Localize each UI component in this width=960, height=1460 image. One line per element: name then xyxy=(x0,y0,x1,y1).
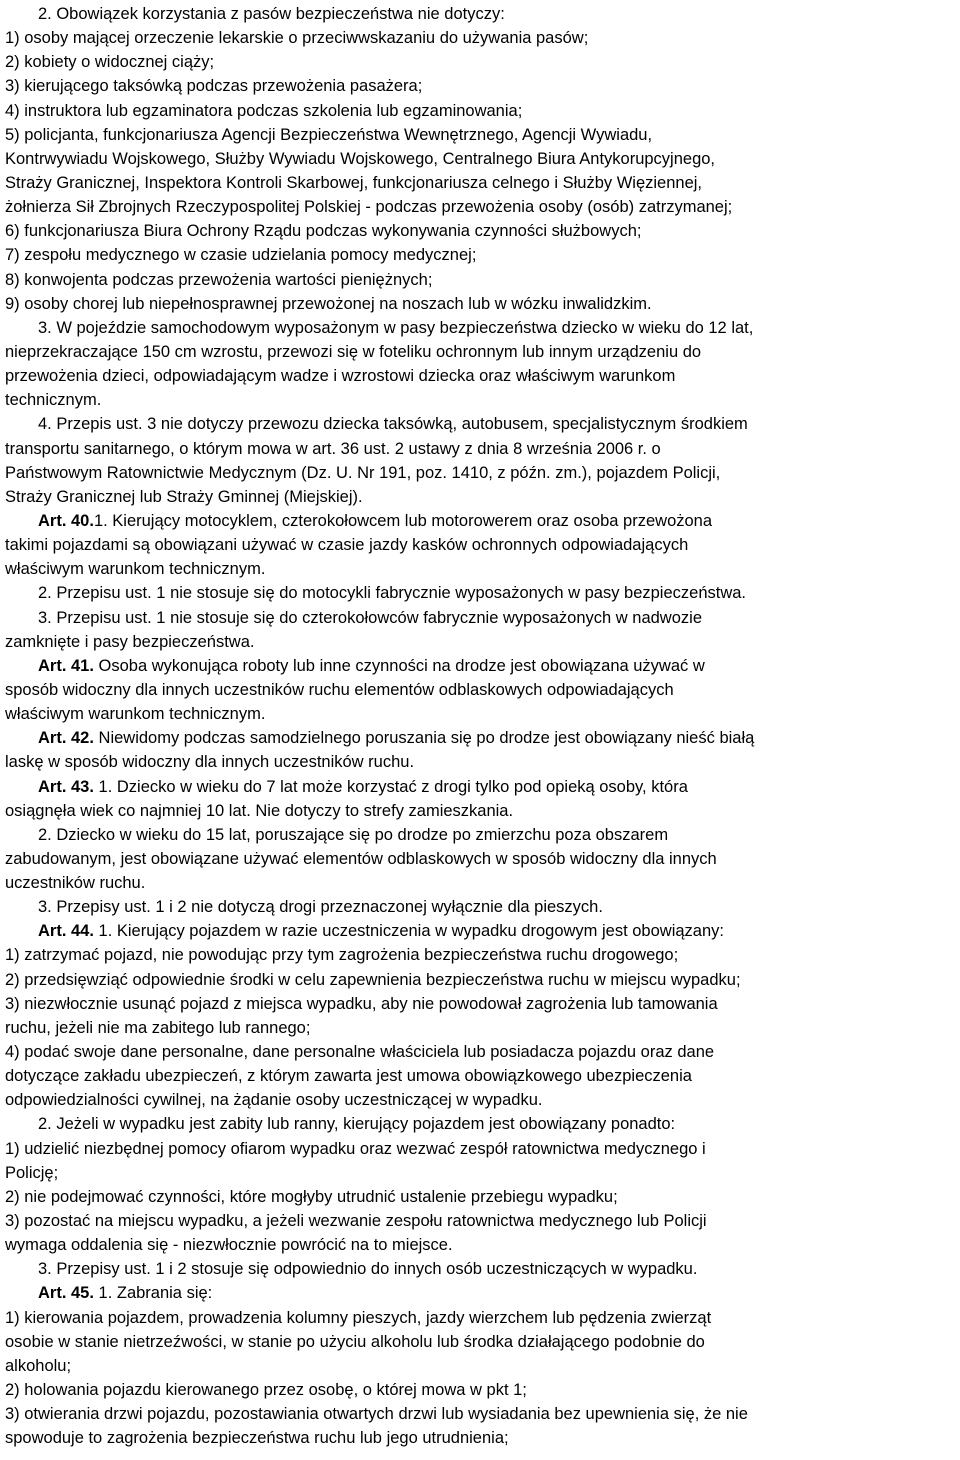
text-line xyxy=(5,823,958,847)
line-text: 2) holowania pojazdu kierowanego przez osobę, o której mowa w pkt 1; xyxy=(5,1381,527,1400)
article-heading: Art. 40. xyxy=(38,511,94,530)
line-text: przewożenia dzieci, odpowiadającym wadze i wzrostowi dziecka oraz właściwym warunkom xyxy=(5,367,676,386)
text-line xyxy=(5,1354,958,1378)
text-line xyxy=(5,2,958,26)
text-line xyxy=(5,943,958,967)
text-line xyxy=(5,219,958,243)
line-text: 2) nie podejmować czynności, które mogłyby utrudnić ustalenie przebiegu wypadku; xyxy=(5,1187,618,1206)
line-text: technicznym. xyxy=(5,391,102,410)
line-text: 2. Jeżeli w wypadku jest zabity lub ranny, kierujący pojazdem jest obowiązany ponadto: xyxy=(38,1115,676,1134)
line-text: 3) niezwłocznie usunąć pojazd z miejsca wypadku, aby nie powodował zagrożenia lub tamowania xyxy=(5,994,718,1013)
line-text: 1. Kierujący motocyklem, czterokołowcem lub motorowerem oraz osoba przewożona xyxy=(93,511,713,530)
text-line xyxy=(5,461,958,485)
line-text: transportu sanitarnego, o którym mowa w art. 36 ust. 2 ustawy z dnia 8 września 2006 r. o xyxy=(5,439,661,458)
line-text: nieprzekraczające 150 cm wzrostu, przewozi się w foteliku ochronnym lub innym urządzeniu do xyxy=(5,342,702,361)
text-line xyxy=(5,485,958,509)
text-line xyxy=(5,195,958,219)
line-text: żołnierza Sił Zbrojnych Rzeczypospolitej Polskiej - podczas przewożenia osoby (osób) zatrzymanej; xyxy=(5,198,733,217)
text-line xyxy=(5,388,958,412)
line-text: 2) kobiety o widocznej ciąży; xyxy=(5,53,215,72)
line-text: 1. Zabrania się: xyxy=(93,1284,213,1303)
line-text: 3. Przepisy ust. 1 i 2 stosuje się odpowiednio do innych osób uczestniczących w wypadku. xyxy=(38,1260,698,1279)
text-line xyxy=(5,799,958,823)
line-text: 2) przedsięwziąć odpowiednie środki w celu zapewnienia bezpieczeństwa ruchu w miejscu wypadku; xyxy=(5,970,741,989)
text-line xyxy=(5,775,958,799)
line-text: 2. Obowiązek korzystania z pasów bezpieczeństwa nie dotyczy: xyxy=(38,5,505,23)
text-line xyxy=(5,99,958,123)
text-line xyxy=(5,1330,958,1354)
line-text: 1) udzielić niezbędnej pomocy ofiarom wypadku oraz wezwać zespół ratownictwa medycznego i xyxy=(5,1139,706,1158)
text-line xyxy=(5,750,958,774)
line-text: Osoba wykonująca roboty lub inne czynności na drodze jest obowiązana używać w xyxy=(93,656,705,675)
line-text: Straży Granicznej, Inspektora Kontroli Skarbowej, funkcjonariusza celnego i Służby Więziennej, xyxy=(5,173,703,192)
text-line xyxy=(5,726,958,750)
text-line xyxy=(5,364,958,388)
text-line xyxy=(5,557,958,581)
text-line xyxy=(5,1426,958,1450)
line-text: 2. Przepisu ust. 1 nie stosuje się do motocykli fabrycznie wyposażonych w pasy bezpieczeństwa. xyxy=(38,584,747,603)
line-text: 3) pozostać na miejscu wypadku, a jeżeli wezwanie zespołu ratownictwa medycznego lub Policji xyxy=(5,1212,707,1231)
text-line xyxy=(5,702,958,726)
line-text: Kontrwywiadu Wojskowego, Służby Wywiadu Wojskowego, Centralnego Biura Antykorupcyjnego, xyxy=(5,149,716,168)
line-text: 8) konwojenta podczas przewożenia wartości pieniężnych; xyxy=(5,270,433,289)
line-text: 1) kierowania pojazdem, prowadzenia kolumny pieszych, jazdy wierzchem lub pędzenia zwierząt xyxy=(5,1308,712,1327)
text-line xyxy=(5,1161,958,1185)
line-text: zabudowanym, jest obowiązane używać elementów odblaskowych w sposób widoczny dla innych xyxy=(5,849,717,868)
text-line xyxy=(5,1402,958,1426)
text-line xyxy=(5,243,958,267)
line-text: osobie w stanie nietrzeźwości, w stanie po użyciu alkoholu lub środka działającego podobnie do xyxy=(5,1332,705,1351)
text-line xyxy=(5,630,958,654)
text-line xyxy=(5,437,958,461)
line-text: 1) osoby mającej orzeczenie lekarskie o przeciwwskazaniu do używania pasów; xyxy=(5,29,589,48)
line-text: 3. Przepisu ust. 1 nie stosuje się do czterokołowców fabrycznie wyposażonych w nadwozie xyxy=(38,608,702,627)
text-line xyxy=(5,1088,958,1112)
line-text: 1) zatrzymać pojazd, nie powodując przy tym zagrożenia bezpieczeństwa ruchu drogowego; xyxy=(5,946,679,965)
line-text: odpowiedzialności cywilnej, na żądanie osoby uczestniczącej w wypadku. xyxy=(5,1091,543,1110)
line-text: wymaga oddalenia się - niezwłocznie powrócić na to miejsce. xyxy=(5,1236,453,1255)
text-line xyxy=(5,654,958,678)
text-line xyxy=(5,412,958,436)
text-line xyxy=(5,847,958,871)
text-line xyxy=(5,1016,958,1040)
text-line xyxy=(5,895,958,919)
text-line xyxy=(5,316,958,340)
line-text: 9) osoby chorej lub niepełnosprawnej przewożonej na noszach lub w wózku inwalidzkim. xyxy=(5,294,652,313)
article-heading: Art. 42. xyxy=(38,729,94,748)
text-line xyxy=(5,606,958,630)
text-line xyxy=(5,1137,958,1161)
text-line xyxy=(5,533,958,557)
line-text: spowoduje to zagrożenia bezpieczeństwa ruchu lub jego utrudnienia; xyxy=(5,1429,509,1448)
line-text: 3. Przepisy ust. 1 i 2 nie dotyczą drogi przeznaczonej wyłącznie dla pieszych. xyxy=(38,898,603,917)
text-line xyxy=(5,1112,958,1136)
line-text: sposób widoczny dla innych uczestników ruchu elementów odblaskowych odpowiadających xyxy=(5,680,674,699)
text-line xyxy=(5,1306,958,1330)
text-line xyxy=(5,147,958,171)
line-text: 1. Kierujący pojazdem w razie uczestniczenia w wypadku drogowym jest obowiązany: xyxy=(93,922,724,941)
text-line xyxy=(5,123,958,147)
line-text: 5) policjanta, funkcjonariusza Agencji Bezpieczeństwa Wewnętrznego, Agencji Wywiadu, xyxy=(5,125,653,144)
text-line xyxy=(5,50,958,74)
line-text: właściwym warunkom technicznym. xyxy=(5,705,266,724)
text-line xyxy=(5,74,958,98)
article-heading: Art. 41. xyxy=(38,656,94,675)
line-text: 3) kierującego taksówką podczas przewożenia pasażera; xyxy=(5,77,423,96)
text-line xyxy=(5,340,958,364)
line-text: 4) podać swoje dane personalne, dane personalne właściciela lub posiadacza pojazdu oraz dane xyxy=(5,1043,715,1062)
text-line xyxy=(5,919,958,943)
line-text: Niewidomy podczas samodzielnego poruszania się po drodze jest obowiązany nieść białą xyxy=(93,729,755,748)
text-line xyxy=(5,1209,958,1233)
text-line xyxy=(5,1257,958,1281)
line-text: takimi pojazdami są obowiązani używać w czasie jazdy kasków ochronnych odpowiadających xyxy=(5,536,689,555)
text-line xyxy=(5,1064,958,1088)
article-heading: Art. 45. xyxy=(38,1284,94,1303)
article-heading: Art. 43. xyxy=(38,777,94,796)
line-text: 7) zespołu medycznego w czasie udzielania pomocy medycznej; xyxy=(5,246,477,265)
text-line xyxy=(5,1185,958,1209)
text-line xyxy=(5,1040,958,1064)
text-line xyxy=(5,968,958,992)
line-text: uczestników ruchu. xyxy=(5,874,146,893)
text-line xyxy=(5,268,958,292)
line-text: alkoholu; xyxy=(5,1356,72,1375)
line-text: 6) funkcjonariusza Biura Ochrony Rządu podczas wykonywania czynności służbowych; xyxy=(5,222,642,241)
line-text: 4. Przepis ust. 3 nie dotyczy przewozu dziecka taksówką, autobusem, specjalistycznym środkiem xyxy=(38,415,748,434)
text-line xyxy=(5,1378,958,1402)
text-line xyxy=(5,1281,958,1305)
text-line xyxy=(5,678,958,702)
text-line xyxy=(5,509,958,533)
line-text: Państwowym Ratownictwie Medycznym (Dz. U. Nr 191, poz. 1410, z późn. zm.), pojazdem Policji, xyxy=(5,463,721,482)
text-line xyxy=(5,992,958,1016)
line-text: ruchu, jeżeli nie ma zabitego lub rannego; xyxy=(5,1018,311,1037)
text-line xyxy=(5,1233,958,1257)
line-text: 3) otwierania drzwi pojazdu, pozostawiania otwartych drzwi lub wysiadania bez upewnienia się, że nie xyxy=(5,1405,748,1424)
text-line xyxy=(5,292,958,316)
line-text: 3. W pojeździe samochodowym wyposażonym w pasy bezpieczeństwa dziecko w wieku do 12 lat, xyxy=(38,318,754,337)
text-line xyxy=(5,171,958,195)
line-text: Straży Granicznej lub Straży Gminnej (Miejskiej). xyxy=(5,487,363,506)
line-text: zamknięte i pasy bezpieczeństwa. xyxy=(5,632,255,651)
line-text: osiągnęła wiek co najmniej 10 lat. Nie dotyczy to strefy zamieszkania. xyxy=(5,801,514,820)
line-text: Policję; xyxy=(5,1163,59,1182)
text-line xyxy=(5,26,958,50)
line-text: dotyczące zakładu ubezpieczeń, z którym zawarta jest umowa obowiązkowego ubezpieczenia xyxy=(5,1067,692,1086)
text-line xyxy=(5,871,958,895)
line-text: 1. Dziecko w wieku do 7 lat może korzystać z drogi tylko pod opieką osoby, która xyxy=(93,777,688,796)
line-text: 4) instruktora lub egzaminatora podczas szkolenia lub egzaminowania; xyxy=(5,101,523,120)
line-text: właściwym warunkom technicznym. xyxy=(5,560,266,579)
article-heading: Art. 44. xyxy=(38,922,94,941)
line-text: laskę w sposób widoczny dla innych uczestników ruchu. xyxy=(5,753,415,772)
line-text: 2. Dziecko w wieku do 15 lat, poruszające się po drodze po zmierzchu poza obszarem xyxy=(38,825,669,844)
text-line xyxy=(5,581,958,605)
